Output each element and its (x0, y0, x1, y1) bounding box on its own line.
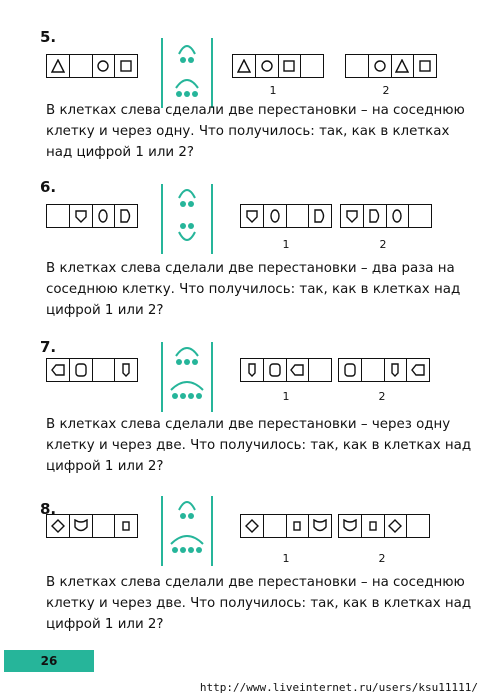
cell-empty (362, 359, 385, 381)
rounded-rect-icon (268, 363, 282, 377)
cell-arrowhead (407, 359, 429, 381)
cell-arrowhead (287, 359, 310, 381)
diamond-icon (388, 519, 402, 533)
question-line: цифрой 1 или 2? (46, 459, 164, 474)
source-strip (46, 358, 138, 382)
pentagon-icon (345, 209, 359, 223)
trapezoid-icon (313, 209, 327, 223)
arrowhead-icon (51, 363, 65, 377)
swap-diagram-icon (163, 184, 211, 254)
option-2-label: 2 (382, 84, 390, 97)
permutation-scheme (161, 184, 213, 254)
question-line: В клетках слева сделали две перестановки – два раза на (46, 261, 455, 276)
source-strip (46, 514, 138, 538)
rounded-rect-icon (74, 363, 88, 377)
question-line: В клетках слева сделали две перестановки – через одну (46, 417, 451, 432)
permutation-scheme (161, 38, 213, 108)
cell-small-rect (287, 515, 310, 537)
cell-arrowhead (47, 359, 70, 381)
option-1-label: 1 (282, 238, 290, 251)
cell-empty (409, 205, 431, 227)
cell-cup (70, 515, 93, 537)
option-2-label: 2 (378, 552, 386, 565)
swap-diagram-icon (163, 342, 211, 412)
small-rect-icon (119, 519, 133, 533)
cell-square (279, 55, 302, 77)
question-line: цифрой 1 или 2? (46, 617, 164, 632)
pentagon-icon (245, 209, 259, 223)
cell-empty (287, 205, 310, 227)
oval-icon (96, 209, 110, 223)
diamond-icon (51, 519, 65, 533)
problem-number: 7. (40, 338, 57, 356)
option-1-label: 1 (269, 84, 277, 97)
cup-icon (74, 519, 88, 533)
trapezoid-icon (119, 209, 133, 223)
permutation-scheme (161, 342, 213, 412)
cell-empty (301, 55, 323, 77)
cell-diamond (47, 515, 70, 537)
cell-empty (93, 515, 116, 537)
oval-icon (268, 209, 282, 223)
oval-icon (390, 209, 404, 223)
source-strip (46, 54, 138, 78)
cell-empty (309, 359, 331, 381)
circle-icon (260, 59, 274, 73)
option-2-label: 2 (379, 238, 387, 251)
triangle-icon (395, 59, 409, 73)
cell-oval (387, 205, 410, 227)
pencil-icon (119, 363, 133, 377)
square-icon (119, 59, 133, 73)
triangle-icon (237, 59, 251, 73)
question-text (46, 258, 461, 321)
cell-small-rect (115, 515, 137, 537)
cell-empty (346, 55, 369, 77)
cell-circle (93, 55, 116, 77)
option-1-strip (232, 54, 324, 78)
small-rect-icon (290, 519, 304, 533)
circle-icon (373, 59, 387, 73)
cell-trapezoid (115, 205, 137, 227)
question-line: над цифрой 1 или 2? (46, 145, 195, 160)
cell-diamond (385, 515, 408, 537)
option-2-strip (345, 54, 437, 78)
cell-pentagon (70, 205, 93, 227)
footer-url: http://www.liveinternet.ru/users/ksu11111/ (199, 681, 478, 694)
cell-empty (93, 359, 116, 381)
circle-icon (96, 59, 110, 73)
option-1-strip (240, 514, 332, 538)
swap-diagram-icon (163, 496, 211, 566)
cell-oval (264, 205, 287, 227)
cell-small-rect (362, 515, 385, 537)
problem-number: 6. (40, 178, 57, 196)
cell-pencil (385, 359, 408, 381)
permutation-scheme (161, 496, 213, 566)
question-line: клетку и через одну. Что получилось: так, как в клетках (46, 124, 450, 139)
rounded-rect-icon (343, 363, 357, 377)
page-number: 26 (40, 654, 58, 668)
cell-empty (264, 515, 287, 537)
triangle-icon (51, 59, 65, 73)
cell-triangle (392, 55, 415, 77)
problem-6 (0, 178, 484, 338)
option-1-strip (240, 204, 332, 228)
question-line: цифрой 1 или 2? (46, 303, 164, 318)
option-1-strip (240, 358, 332, 382)
cell-empty (407, 515, 429, 537)
pentagon-icon (74, 209, 88, 223)
question-line: соседнюю клетку. Что получилось: так, как в клетках над (46, 282, 461, 297)
problem-7 (0, 338, 484, 498)
square-icon (282, 59, 296, 73)
cell-pentagon (341, 205, 364, 227)
cell-triangle (233, 55, 256, 77)
swap-diagram-icon (163, 38, 211, 108)
option-2-strip (338, 358, 430, 382)
problem-5 (0, 28, 484, 188)
cell-square (115, 55, 137, 77)
cell-rounded-rect (339, 359, 362, 381)
cell-circle (369, 55, 392, 77)
cell-pencil (115, 359, 137, 381)
small-rect-icon (366, 519, 380, 533)
cell-cup (309, 515, 331, 537)
problem-number: 8. (40, 500, 57, 518)
cup-icon (313, 519, 327, 533)
option-2-label: 2 (378, 390, 386, 403)
cell-triangle (47, 55, 70, 77)
question-line: клетку и через две. Что получилось: так, как в клетках над (46, 596, 472, 611)
square-icon (418, 59, 432, 73)
arrowhead-icon (290, 363, 304, 377)
pencil-icon (245, 363, 259, 377)
cell-pentagon (241, 205, 264, 227)
arrowhead-icon (411, 363, 425, 377)
question-text (46, 100, 465, 163)
option-2-strip (340, 204, 432, 228)
cell-cup (339, 515, 362, 537)
trapezoid-icon (368, 209, 382, 223)
question-text (46, 414, 472, 477)
cell-rounded-rect (70, 359, 93, 381)
cup-icon (343, 519, 357, 533)
cell-square (414, 55, 436, 77)
question-line: клетку и через две. Что получилось: так, как в клетках над (46, 438, 472, 453)
cell-pencil (241, 359, 264, 381)
diamond-icon (245, 519, 259, 533)
problem-8 (0, 500, 484, 660)
cell-diamond (241, 515, 264, 537)
cell-oval (93, 205, 116, 227)
question-text (46, 572, 472, 635)
page-number-tab (4, 650, 94, 672)
option-1-label: 1 (282, 552, 290, 565)
question-line: В клетках слева сделали две перестановки – на соседнюю (46, 103, 465, 118)
cell-empty (70, 55, 93, 77)
problem-number: 5. (40, 28, 57, 46)
cell-trapezoid (364, 205, 387, 227)
question-line: В клетках слева сделали две перестановки – на соседнюю (46, 575, 465, 590)
cell-rounded-rect (264, 359, 287, 381)
pencil-icon (388, 363, 402, 377)
cell-circle (256, 55, 279, 77)
source-strip (46, 204, 138, 228)
cell-trapezoid (309, 205, 331, 227)
option-1-label: 1 (282, 390, 290, 403)
option-2-strip (338, 514, 430, 538)
cell-empty (47, 205, 70, 227)
